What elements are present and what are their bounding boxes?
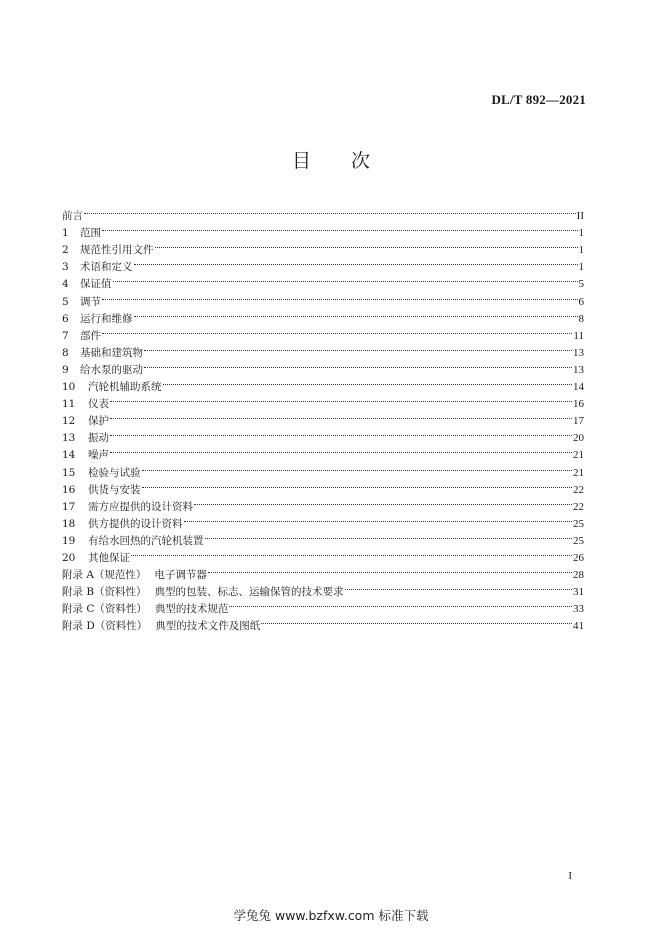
toc-entry-page: 13 [573, 346, 584, 359]
toc-entry[interactable] [62, 407, 584, 428]
toc-entry[interactable] [62, 305, 584, 325]
toc-entry-number: 8 [62, 346, 69, 359]
toc-title [0, 146, 662, 173]
toc-entry-page: 1 [578, 261, 584, 274]
toc-entry-number: 2 [62, 244, 69, 257]
toc-entry-page: 1 [578, 244, 584, 257]
toc-entry[interactable] [62, 424, 584, 445]
toc-dot-leader [102, 287, 578, 304]
toc-entry[interactable] [62, 236, 584, 257]
toc-entry-number: 附录 B（资料性） [62, 586, 147, 599]
toc-entry-page: 41 [573, 620, 584, 633]
toc-entry-title: 供货与安装 [88, 483, 141, 496]
toc-entry-title: 汽轮机辅助系统 [88, 381, 162, 394]
toc-dot-leader [142, 476, 573, 493]
toc-entry-number: 17 [62, 500, 76, 513]
toc-entry-page: 20 [573, 432, 584, 445]
toc-title-char-2: 次 [351, 150, 371, 172]
toc-entry[interactable] [62, 253, 584, 274]
toc-entry-page: 22 [573, 483, 584, 496]
toc-entry-title: 范围 [80, 227, 101, 240]
toc-entry-title: 其他保证 [88, 551, 130, 564]
toc-dot-leader [229, 595, 572, 612]
toc-entry-page: 1 [578, 227, 584, 240]
toc-dot-leader [110, 407, 572, 424]
toc-entry[interactable] [62, 441, 584, 462]
toc-entry-number: 1 [62, 227, 69, 240]
toc-entry[interactable] [62, 202, 584, 223]
toc-entry[interactable] [62, 270, 584, 291]
toc-entry-number: 附录 D（资料性） [62, 620, 148, 633]
toc-entry[interactable] [62, 561, 584, 582]
toc-entry-page: 33 [573, 603, 584, 616]
toc-entry-number: 7 [62, 329, 69, 342]
toc-entry-number: 12 [62, 415, 76, 428]
toc-entry-number: 4 [62, 278, 69, 291]
toc-entry-title: 保证值 [80, 278, 112, 291]
toc-dot-leader [131, 544, 572, 561]
toc-dot-leader [194, 493, 572, 510]
toc-entry-title: 振动 [88, 432, 109, 445]
toc-entry-title: 电子调节器 [154, 569, 207, 582]
toc-entry-page: 21 [573, 466, 584, 479]
toc-entry-number: 10 [62, 381, 76, 394]
toc-entry-number: 5 [62, 295, 69, 308]
toc-entry-title: 检验与试验 [88, 466, 141, 479]
toc-entry-page: 6 [578, 295, 584, 308]
toc-entry-page: 21 [573, 449, 584, 462]
toc-entry-number: 3 [62, 261, 69, 274]
toc-dot-leader [144, 356, 572, 373]
toc-dot-leader [144, 339, 572, 356]
toc-entry-page: 13 [573, 363, 584, 376]
toc-entry[interactable] [62, 339, 584, 359]
toc-entry-number: 19 [62, 534, 76, 547]
toc-entry-number: 16 [62, 483, 76, 496]
toc-entry-title: 典型的技术规范 [154, 603, 229, 616]
toc-entry-number: 附录 C（资料性） [62, 603, 147, 616]
toc-dot-leader [102, 219, 578, 236]
toc-entry-page: 14 [573, 381, 584, 394]
toc-entry-page: 22 [573, 500, 584, 513]
toc-entry-title: 前言 [62, 210, 83, 223]
toc-entry-title: 典型的技术文件及图纸 [155, 620, 261, 633]
toc-entry[interactable] [62, 219, 584, 240]
toc-dot-leader [205, 527, 573, 544]
toc-entry-number: 20 [62, 551, 76, 564]
toc-entry-page: 17 [573, 415, 584, 428]
toc-entry-page: 25 [573, 517, 584, 530]
toc-entry-number: 15 [62, 466, 76, 479]
toc-entry-title: 规范性引用文件 [80, 244, 154, 257]
toc-dot-leader [184, 510, 573, 527]
toc-dot-leader [110, 424, 572, 441]
toc-entry[interactable] [62, 287, 584, 308]
toc-entry-title: 部件 [80, 329, 101, 342]
toc-entry-title: 有给水回热的汽轮机装置 [88, 534, 204, 547]
toc-entry-number: 6 [62, 312, 69, 325]
toc-entry-number: 13 [62, 432, 76, 445]
toc-entry-page: 16 [573, 398, 584, 411]
document-code: DL/T 892—2021 [491, 92, 586, 107]
toc-dot-leader [134, 253, 578, 270]
toc-entry-title: 典型的包装、标志、运输保管的技术要求 [154, 586, 344, 599]
toc-dot-leader [163, 373, 573, 390]
toc-entry-title: 噪声 [88, 449, 109, 462]
toc-entry[interactable] [62, 544, 584, 564]
toc-entry[interactable] [62, 322, 584, 342]
toc-entry-page: 11 [573, 329, 584, 342]
toc-dot-leader [113, 270, 578, 287]
toc-dot-leader [84, 202, 576, 219]
toc-list [62, 202, 584, 633]
toc-entry-page: 5 [578, 278, 584, 291]
toc-entry-title: 基础和建筑物 [80, 346, 143, 359]
toc-entry-title: 给水泵的驱动 [80, 363, 143, 376]
toc-dot-leader [345, 578, 572, 595]
toc-dot-leader [102, 322, 572, 339]
toc-entry-page: 8 [578, 312, 584, 325]
toc-dot-leader [134, 305, 578, 322]
toc-entry-number: 18 [62, 517, 76, 530]
toc-dot-leader [261, 612, 572, 629]
toc-entry-title: 调节 [80, 295, 101, 308]
toc-entry-page: 31 [573, 586, 584, 599]
toc-entry[interactable] [62, 390, 584, 411]
toc-dot-leader [208, 561, 572, 578]
toc-entry-page: 25 [573, 534, 584, 547]
toc-dot-leader [110, 441, 572, 458]
toc-entry-number: 14 [62, 449, 76, 462]
toc-dot-leader [155, 236, 578, 253]
toc-entry-number: 11 [62, 398, 76, 411]
toc-title-char-1: 目 [291, 150, 311, 172]
toc-entry-page: 26 [573, 551, 584, 564]
toc-entry-title: 术语和定义 [80, 261, 133, 274]
toc-dot-leader [110, 390, 572, 407]
toc-entry-page: II [576, 210, 584, 223]
toc-entry[interactable] [62, 458, 584, 479]
toc-entry-number: 9 [62, 363, 69, 376]
toc-entry-number: 附录 A（规范性） [62, 569, 147, 582]
page-number: I [568, 870, 572, 882]
toc-entry-title: 仪表 [88, 398, 109, 411]
toc-entry-title: 保护 [88, 415, 109, 428]
toc-entry-title: 运行和维修 [80, 312, 133, 325]
toc-entry-title: 需方应提供的设计资料 [88, 500, 193, 513]
toc-dot-leader [142, 458, 573, 475]
watermark: 学兔兔 www.bzfxw.com 标准下载 [233, 908, 429, 923]
toc-entry-title: 供方提供的设计资料 [88, 517, 183, 530]
toc-entry-page: 28 [573, 569, 584, 582]
